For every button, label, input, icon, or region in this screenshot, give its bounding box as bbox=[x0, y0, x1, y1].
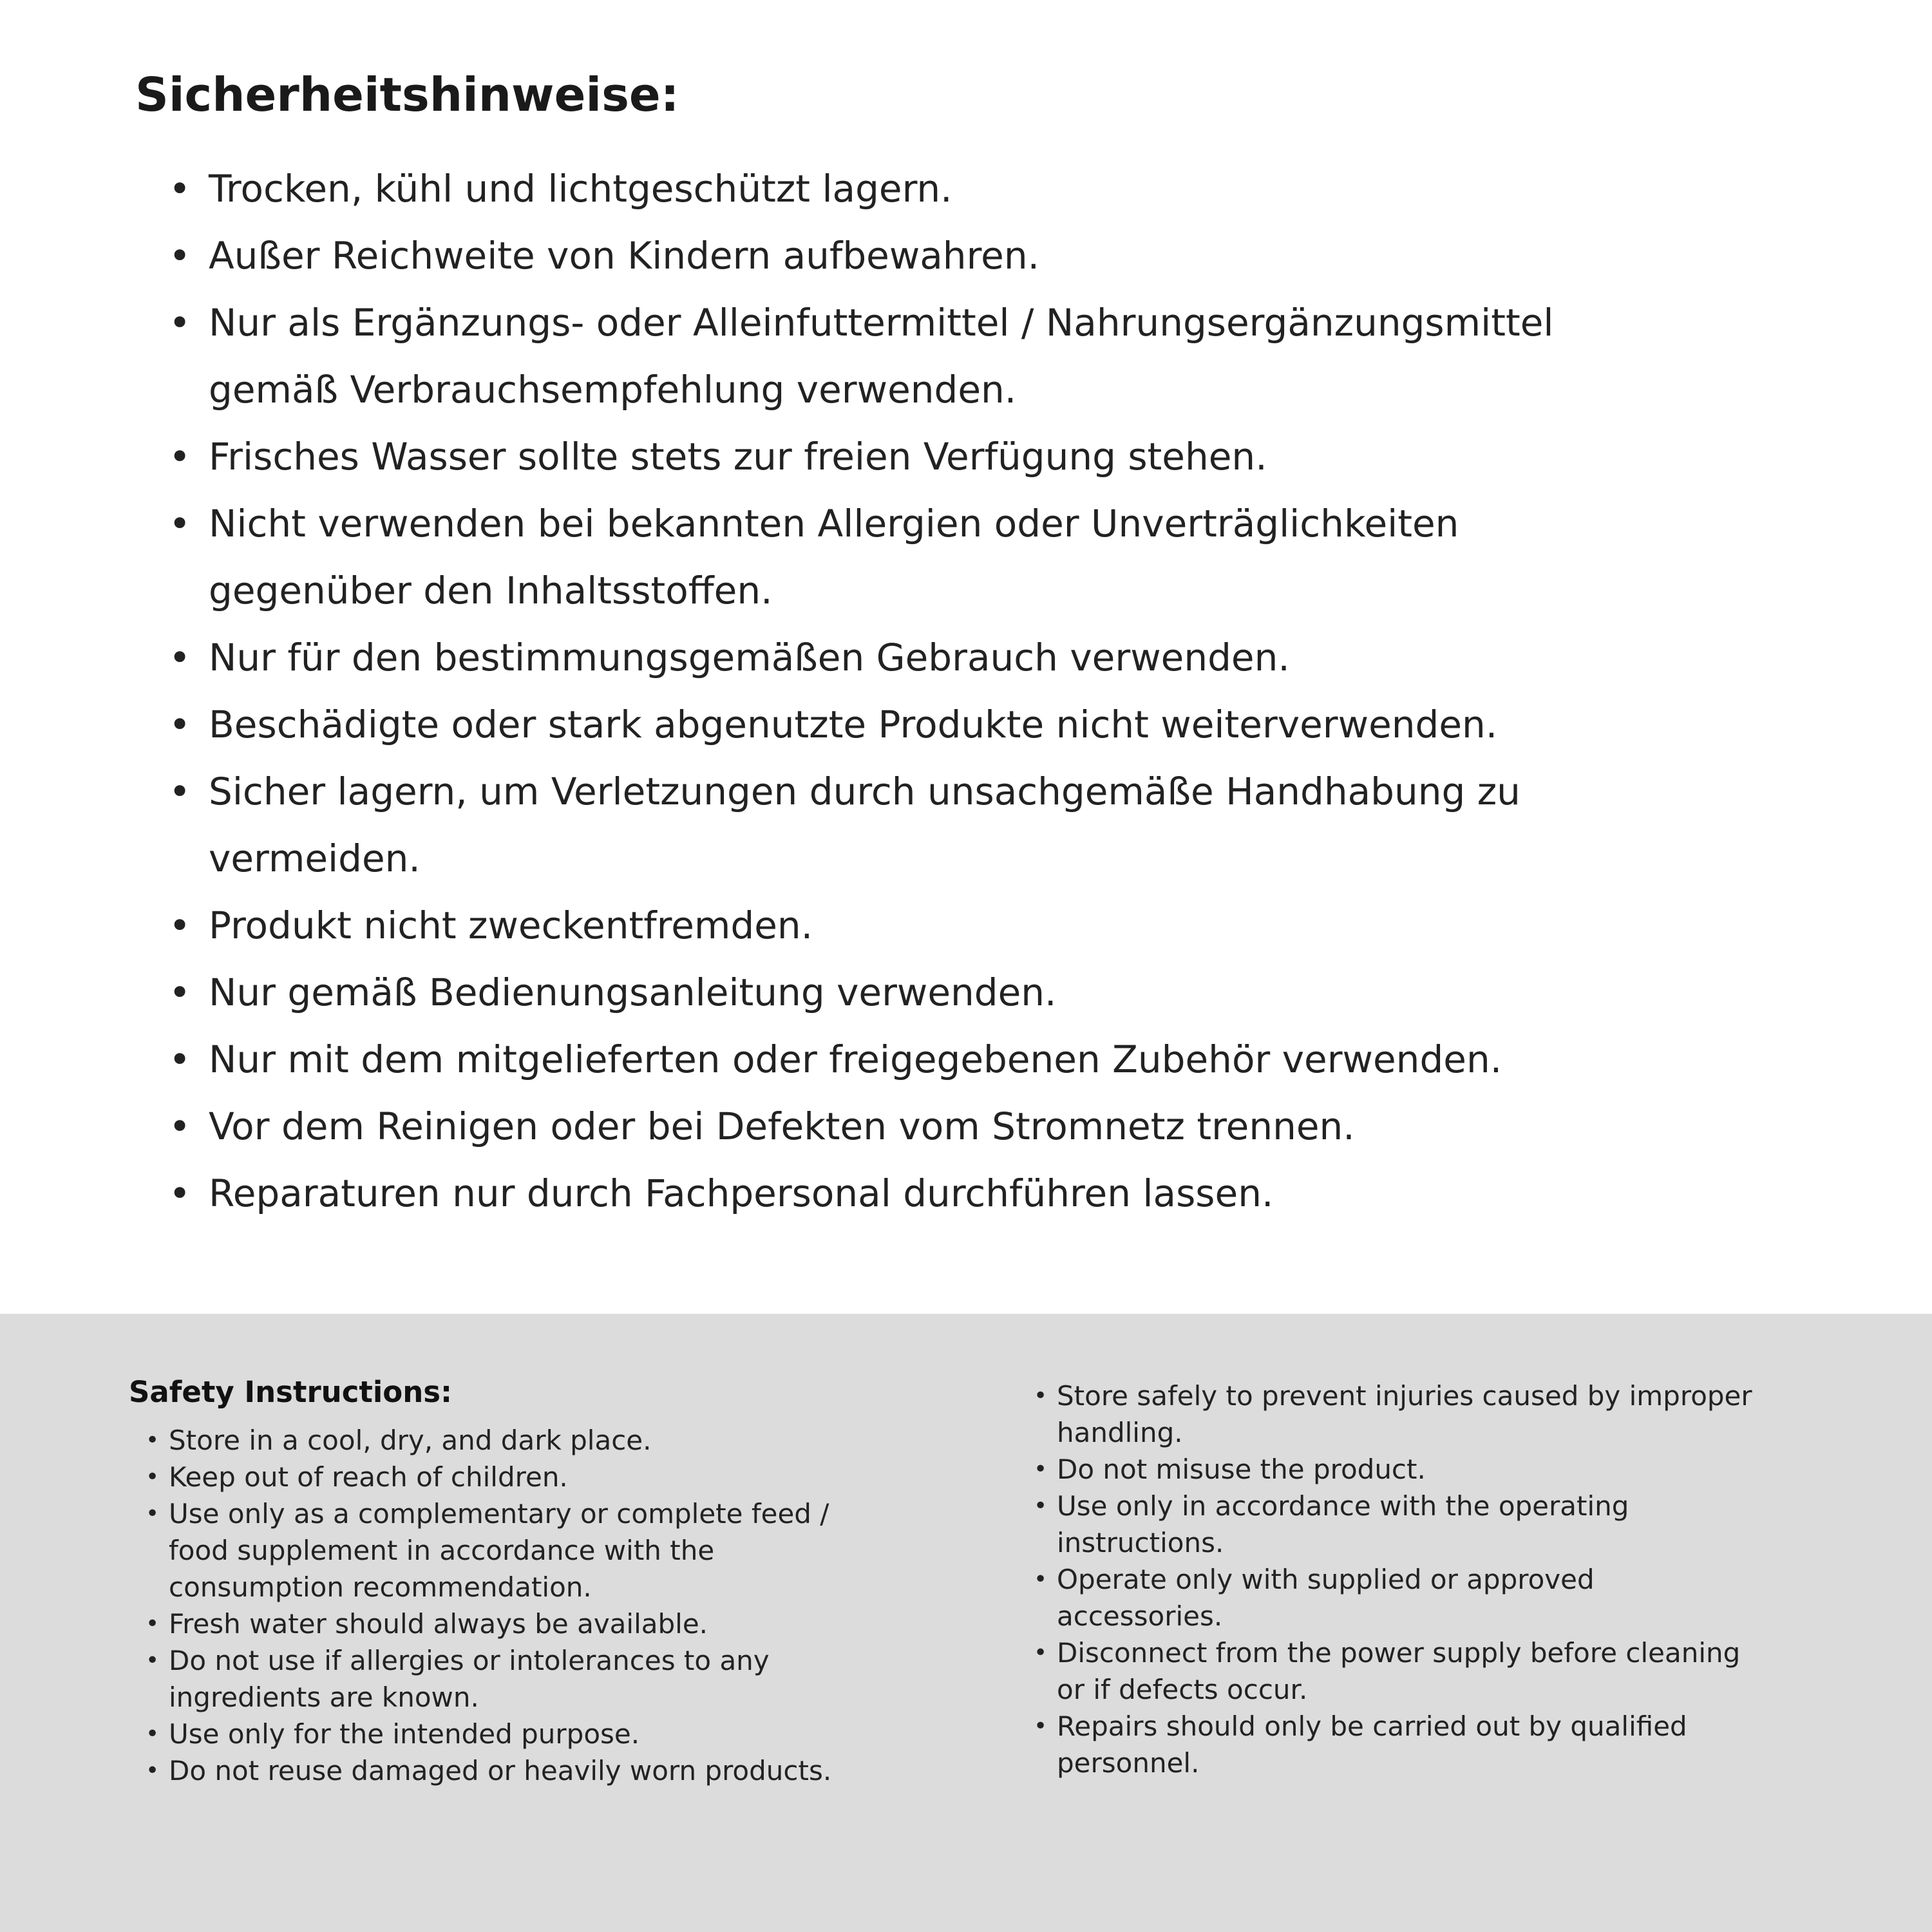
english-columns bbox=[129, 1375, 1861, 1789]
german-safety-item: • Nur gemäß Bedienungsanleitung verwenden. bbox=[169, 959, 1616, 1026]
german-safety-item: • Nicht verwenden bei bekannten Allergien oder Unverträglichkeiten gegenüber den Inhaltsstoffen. bbox=[169, 490, 1616, 624]
german-safety-item: • Beschädigte oder stark abgenutzte Produkte nicht weiterverwenden. bbox=[169, 691, 1616, 758]
german-safety-list bbox=[135, 155, 1616, 1227]
english-safety-item: • Do not misuse the product. bbox=[1034, 1451, 1761, 1488]
english-section-title: Safety Instructions: bbox=[129, 1375, 453, 1409]
german-safety-item: • Außer Reichweite von Kindern aufbewahren. bbox=[169, 222, 1616, 289]
english-safety-item: • Use only in accordance with the operating instructions. bbox=[1034, 1488, 1761, 1561]
english-safety-list-left bbox=[129, 1422, 869, 1789]
german-safety-item: • Frisches Wasser sollte stets zur freien Verfügung stehen. bbox=[169, 423, 1616, 490]
german-safety-item: • Reparaturen nur durch Fachpersonal durchführen lassen. bbox=[169, 1160, 1616, 1227]
english-safety-item: • Store safely to prevent injuries caused by improper handling. bbox=[1034, 1378, 1761, 1451]
german-safety-item: • Nur als Ergänzungs- oder Alleinfuttermittel / Nahrungsergänzungsmittel gemäß Verbrauchsempfehlung verwenden. bbox=[169, 289, 1616, 423]
german-section-title: Sicherheitshinweise: bbox=[135, 68, 679, 122]
english-safety-item: • Keep out of reach of children. bbox=[146, 1459, 869, 1495]
english-safety-item: • Use only as a complementary or complete feed / food supplement in accordance with the consumption recommendation. bbox=[146, 1495, 869, 1605]
english-safety-item: • Fresh water should always be available. bbox=[146, 1605, 869, 1642]
german-safety-item: • Nur für den bestimmungsgemäßen Gebrauch verwenden. bbox=[169, 624, 1616, 691]
german-safety-item: • Nur mit dem mitgelieferten oder freigegebenen Zubehör verwenden. bbox=[169, 1026, 1616, 1093]
german-safety-item: • Vor dem Reinigen oder bei Defekten vom Stromnetz trennen. bbox=[169, 1093, 1616, 1160]
german-safety-item: • Trocken, kühl und lichtgeschützt lagern. bbox=[169, 155, 1616, 222]
english-left-column bbox=[129, 1375, 869, 1789]
english-safety-list-right bbox=[1034, 1378, 1761, 1781]
english-safety-section bbox=[0, 1314, 1932, 1932]
english-safety-item: • Repairs should only be carried out by qualified personnel. bbox=[1034, 1708, 1761, 1781]
english-safety-item: • Do not use if allergies or intolerances to any ingredients are known. bbox=[146, 1642, 869, 1716]
german-safety-item: • Produkt nicht zweckentfremden. bbox=[169, 892, 1616, 959]
english-safety-item: • Disconnect from the power supply before cleaning or if defects occur. bbox=[1034, 1634, 1761, 1708]
english-right-column bbox=[1034, 1375, 1761, 1781]
english-safety-item: • Do not reuse damaged or heavily worn products. bbox=[146, 1752, 869, 1789]
english-safety-item: • Operate only with supplied or approved accessories. bbox=[1034, 1561, 1761, 1634]
german-safety-item: • Sicher lagern, um Verletzungen durch unsachgemäße Handhabung zu vermeiden. bbox=[169, 758, 1616, 892]
english-safety-item: • Store in a cool, dry, and dark place. bbox=[146, 1422, 869, 1459]
english-safety-item: • Use only for the intended purpose. bbox=[146, 1716, 869, 1752]
